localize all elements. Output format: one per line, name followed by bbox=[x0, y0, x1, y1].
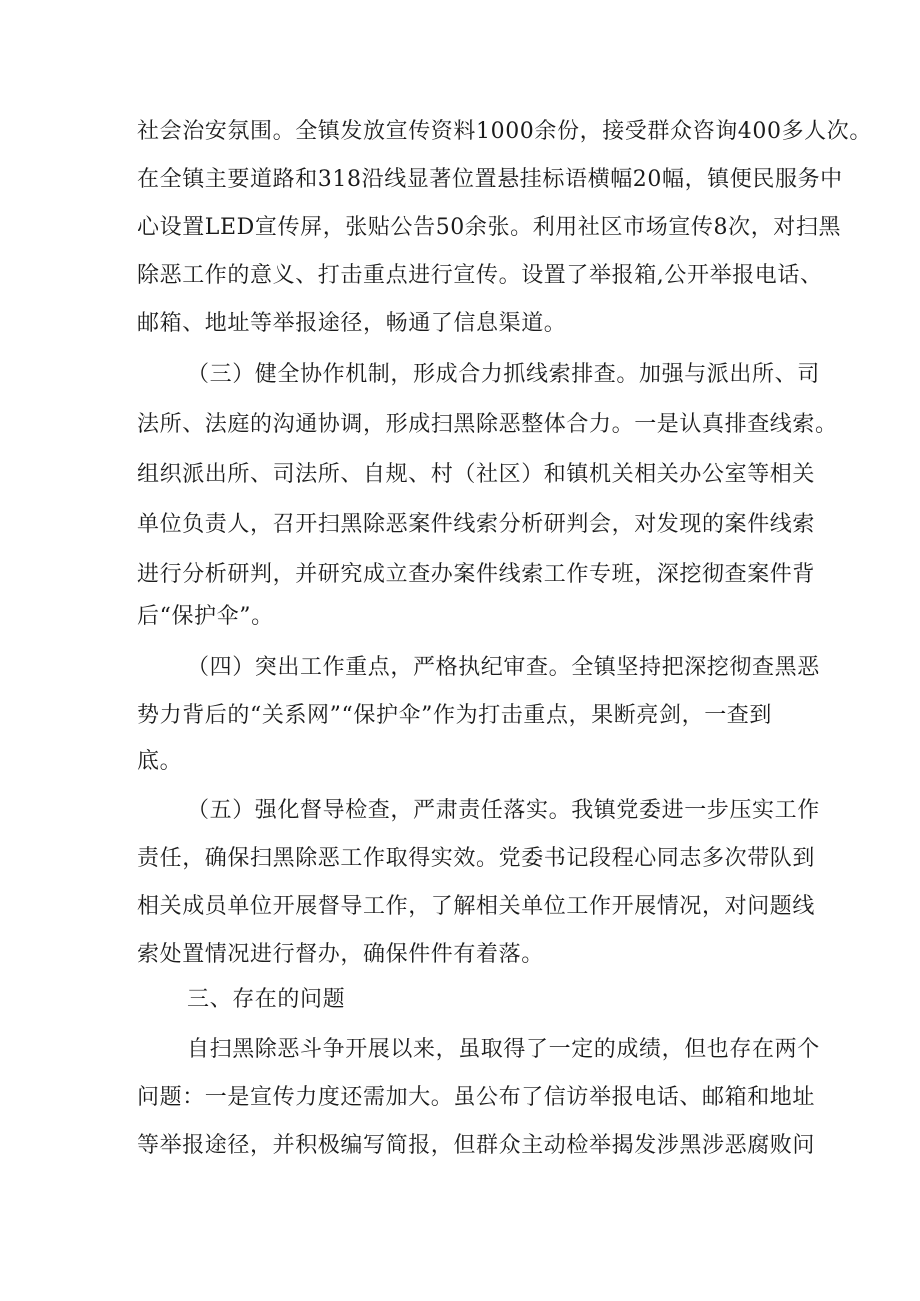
paragraph-line: 法所、法庭的沟通协调，形成扫黑除恶整体合力。一是认真排查线索。 bbox=[137, 412, 838, 437]
paragraph-line: 单位负责人，召开扫黑除恶案件线索分析研判会，对发现的案件线索 bbox=[137, 512, 816, 537]
paragraph-line: 自扫黑除恶斗争开展以来，虽取得了一定的成绩，但也存在两个 bbox=[187, 1037, 820, 1062]
paragraph-line: 等举报途径，并积极编写简报，但群众主动检举揭发涉黑涉恶腐败问 bbox=[137, 1133, 816, 1158]
paragraph-line: 进行分析研判，并研究成立查办案件线索工作专班，深挖彻查案件背 bbox=[137, 562, 816, 587]
paragraph-line: 在全镇主要道路和318沿线显著位置悬挂标语横幅20幅，镇便民服务中 bbox=[137, 167, 843, 192]
paragraph-line: 相关成员单位开展督导工作，了解相关单位工作开展情况，对问题线 bbox=[137, 894, 816, 919]
section-heading-four: （四）突出工作重点，严格执纪审查。全镇坚持把深挖彻查黑恶 bbox=[187, 655, 820, 680]
paragraph-line: 问题：一是宣传力度还需加大。虽公布了信访举报电话、邮箱和地址 bbox=[137, 1085, 816, 1110]
paragraph-line: 责任，确保扫黑除恶工作取得实效。党委书记段程心同志多次带队到 bbox=[137, 846, 816, 871]
paragraph-line: 心设置LED宣传屏，张贴公告50余张。利用社区市场宣传8次，对扫黑 bbox=[137, 215, 842, 240]
paragraph-line: 社会治安氛围。全镇发放宣传资料1000余份，接受群众咨询400多人次。 bbox=[137, 119, 872, 144]
paragraph-line: 后“保护伞”。 bbox=[137, 604, 274, 629]
paragraph-line: 除恶工作的意义、打击重点进行宣传。设置了举报箱,公开举报电话、 bbox=[137, 263, 823, 288]
paragraph-line: 索处置情况进行督办，确保件件有着落。 bbox=[137, 942, 544, 967]
paragraph-line: 邮箱、地址等举报途径，畅通了信息渠道。 bbox=[137, 311, 567, 336]
paragraph-line: 势力背后的“关系网”“保护伞”作为打击重点，果断亮剑，一查到 bbox=[137, 703, 772, 728]
section-heading-three: （三）健全协作机制，形成合力抓线索排查。加强与派出所、司 bbox=[187, 362, 820, 387]
section-heading-five: （五）强化督导检查，严肃责任落实。我镇党委进一步压实工作 bbox=[187, 798, 820, 823]
paragraph-line: 组织派出所、司法所、自规、村（社区）和镇机关相关办公室等相关 bbox=[137, 462, 816, 487]
section-heading-problems: 三、存在的问题 bbox=[187, 987, 346, 1012]
paragraph-line: 底。 bbox=[137, 749, 183, 774]
